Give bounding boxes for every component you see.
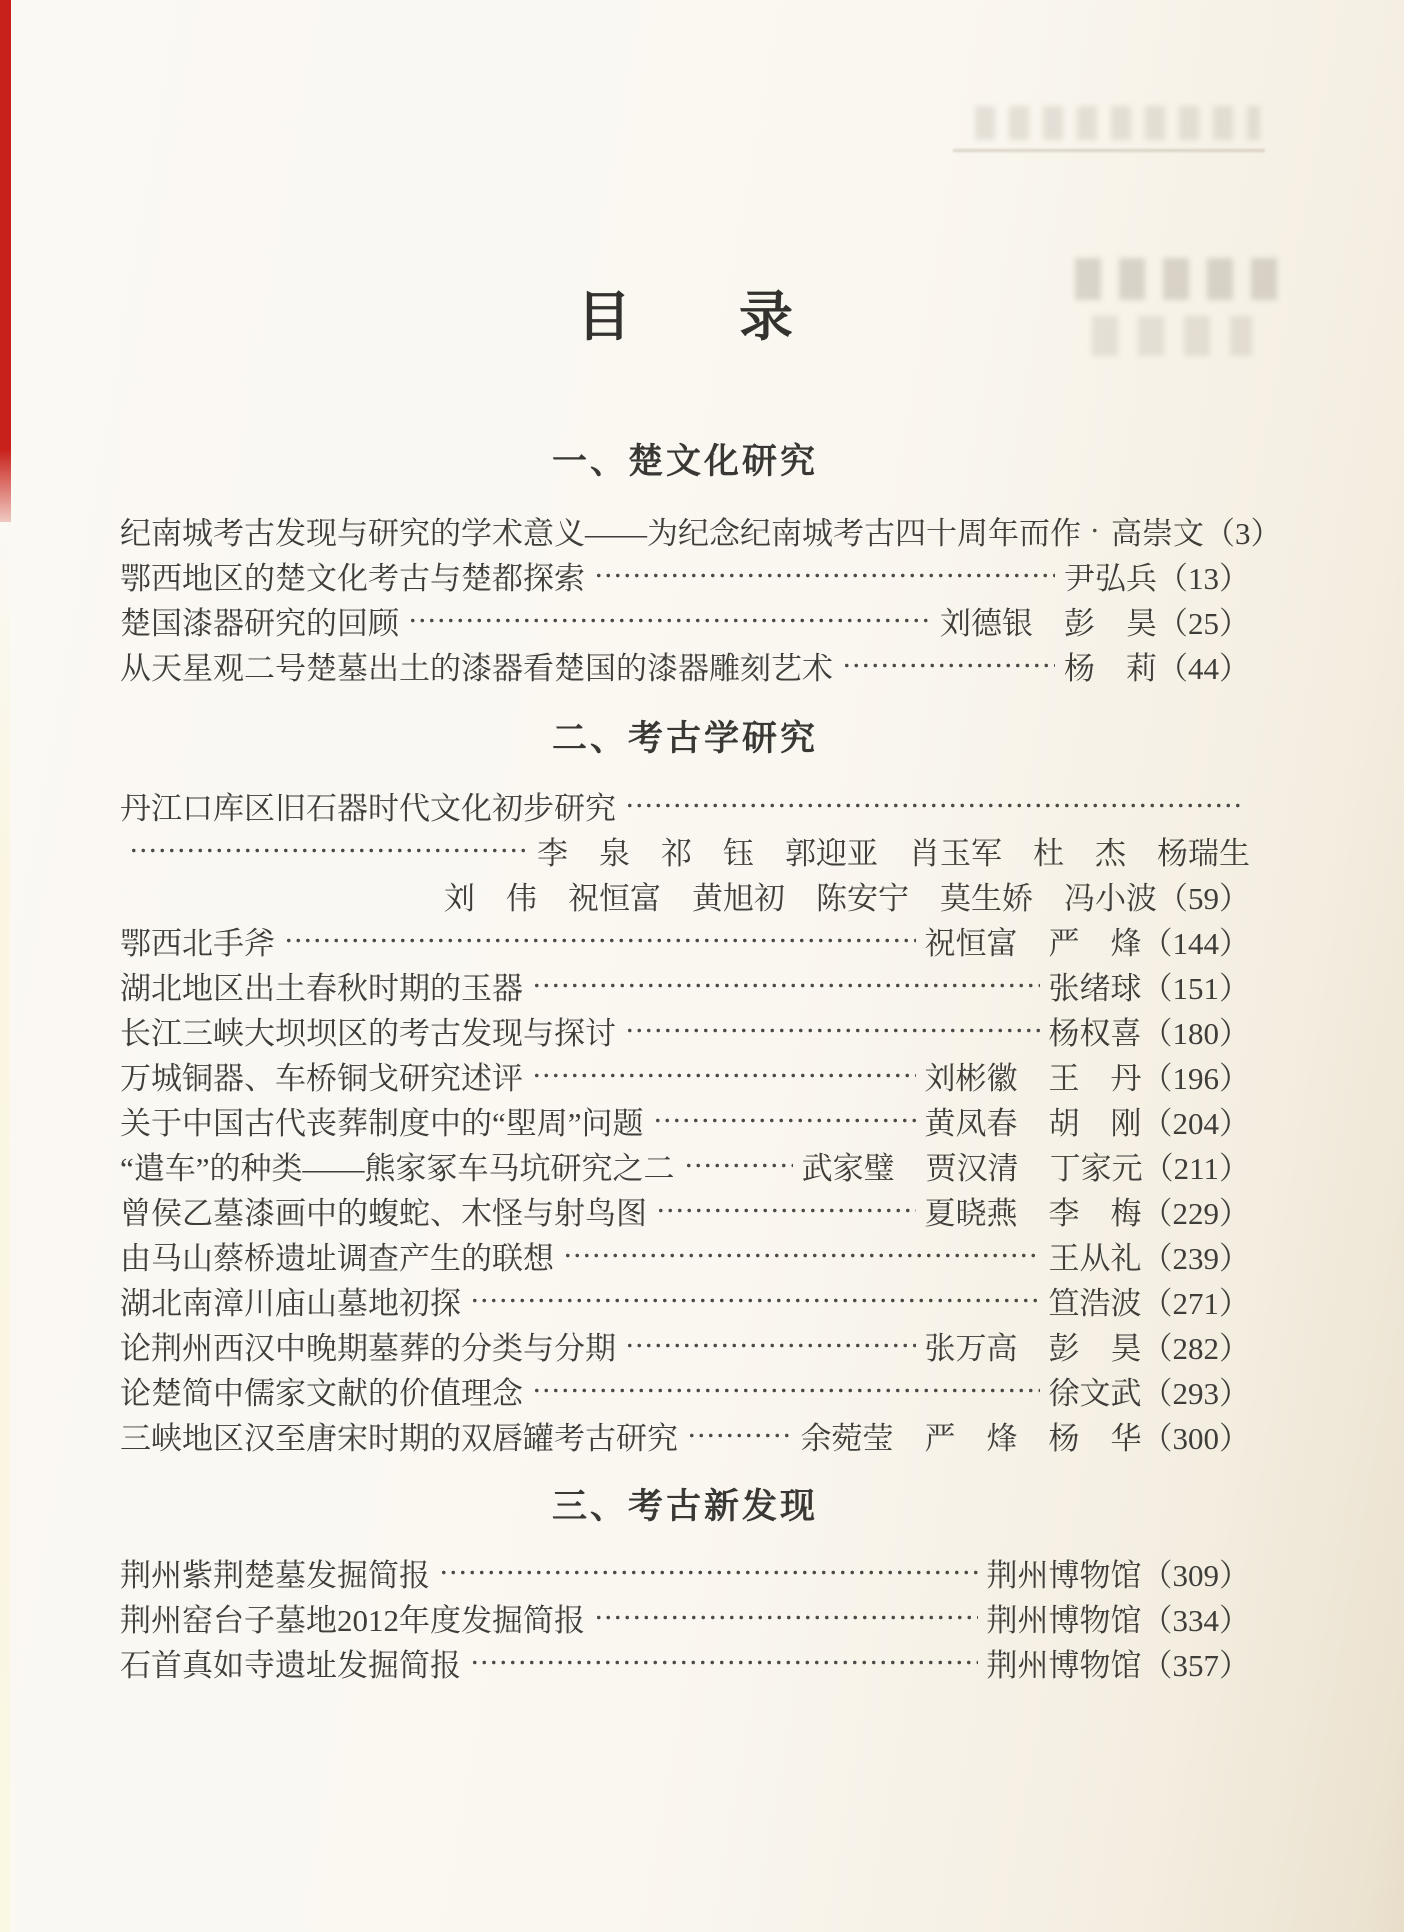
toc-entry-line bbox=[120, 918, 1250, 963]
toc-entry-line bbox=[120, 553, 1250, 598]
entry-authors-page: 张万高 彭 昊（282） bbox=[924, 1331, 1250, 1367]
entry-title: 荆州紫荆楚墓发掘简报 bbox=[120, 1558, 430, 1594]
dot-leader bbox=[592, 553, 1055, 598]
document-title: 目 录 bbox=[577, 287, 793, 347]
entry-title: 楚国漆器研究的回顾 bbox=[120, 606, 399, 642]
entry-authors-page: 荆州博物馆（334） bbox=[986, 1603, 1250, 1639]
toc-entry-line bbox=[120, 828, 1250, 873]
entry-authors-page: 刘 伟 祝恒富 黄旭初 陈安宁 莫生娇 冯小波（59） bbox=[444, 881, 1250, 917]
dot-leader bbox=[682, 1143, 793, 1188]
toc-entry-line bbox=[120, 1640, 1250, 1685]
entry-title: 曾侯乙墓漆画中的蝮蛇、木怪与射鸟图 bbox=[120, 1196, 647, 1232]
entry-title: 湖北南漳川庙山墓地初探 bbox=[120, 1286, 461, 1322]
entry-title: 万城铜器、车桥铜戈研究述评 bbox=[120, 1061, 523, 1097]
toc-entry-line bbox=[120, 1233, 1250, 1278]
entry-authors-page: 高崇文（3） bbox=[1111, 516, 1282, 552]
dot-leader bbox=[651, 1098, 916, 1143]
toc-entry-line bbox=[120, 508, 1282, 553]
section-header: 三、考古新发现 bbox=[551, 1487, 818, 1527]
toc-entry-line bbox=[120, 963, 1250, 1008]
dot-leader bbox=[127, 828, 528, 873]
entry-authors-page: 杨权喜（180） bbox=[1048, 1016, 1250, 1052]
entry-authors-page: 尹弘兵（13） bbox=[1064, 561, 1250, 597]
entry-list bbox=[120, 1550, 1250, 1685]
toc-entry-line bbox=[120, 1550, 1250, 1595]
toc-entry-line bbox=[120, 1278, 1250, 1323]
entry-authors-page: 夏晓燕 李 梅（229） bbox=[924, 1196, 1250, 1232]
toc-entry-line bbox=[120, 1143, 1250, 1188]
section-header: 二、考古学研究 bbox=[551, 719, 818, 759]
toc-entry-line bbox=[120, 783, 1250, 828]
entry-authors-page: 杨 莉（44） bbox=[1064, 651, 1250, 687]
entry-authors-page: 余菀莹 严 烽 杨 华（300） bbox=[800, 1421, 1250, 1457]
dot-leader bbox=[592, 1595, 978, 1640]
dot-leader bbox=[282, 918, 916, 963]
toc-entry-line bbox=[120, 1413, 1250, 1458]
entry-authors-page: 荆州博物馆（357） bbox=[986, 1648, 1250, 1684]
entry-authors-page: 祝恒富 严 烽（144） bbox=[924, 926, 1250, 962]
entry-title: 鄂西北手斧 bbox=[120, 926, 275, 962]
dot-leader bbox=[468, 1640, 978, 1685]
section-header: 一、楚文化研究 bbox=[551, 442, 818, 482]
toc-entry-line bbox=[120, 1323, 1250, 1368]
dot-leader bbox=[437, 1550, 978, 1595]
toc-section bbox=[120, 441, 1282, 688]
book-cover-edge bbox=[0, 0, 11, 522]
entry-authors-page: 刘彬徽 王 丹（196） bbox=[924, 1061, 1250, 1097]
entry-authors-page: 刘德银 彭 昊（25） bbox=[940, 606, 1250, 642]
toc-entry-line bbox=[120, 1595, 1250, 1640]
entry-title: 鄂西地区的楚文化考古与楚都探索 bbox=[120, 561, 585, 597]
entry-title: 丹江口库区旧石器时代文化初步研究 bbox=[120, 791, 616, 827]
dot-leader bbox=[685, 1413, 792, 1458]
toc-sections bbox=[120, 441, 1282, 1685]
toc-section bbox=[120, 1486, 1250, 1685]
dot-leader bbox=[530, 1368, 1040, 1413]
entry-title: 荆州窑台子墓地2012年度发掘简报 bbox=[120, 1603, 585, 1639]
entry-authors-page: 笪浩波（271） bbox=[1048, 1286, 1250, 1322]
toc-entry-line bbox=[120, 1098, 1250, 1143]
toc-entry-line bbox=[120, 598, 1250, 643]
entry-list bbox=[120, 508, 1282, 688]
dot-leader bbox=[654, 1188, 916, 1233]
entry-authors-page: 武家璧 贾汉清 丁家元（211） bbox=[801, 1151, 1250, 1187]
entry-title: 石首真如寺遗址发掘简报 bbox=[120, 1648, 461, 1684]
entry-title: 三峡地区汉至唐宋时期的双唇罐考古研究 bbox=[120, 1421, 678, 1457]
entry-authors-page: 张绪球（151） bbox=[1048, 971, 1250, 1007]
dot-leader bbox=[840, 643, 1055, 688]
dot-leader bbox=[406, 598, 931, 643]
entry-authors-page: 荆州博物馆（309） bbox=[986, 1558, 1250, 1594]
dot-leader bbox=[468, 1278, 1040, 1323]
entry-title: 论荆州西汉中晚期墓葬的分类与分期 bbox=[120, 1331, 616, 1367]
entry-authors-page: 黄凤春 胡 刚（204） bbox=[924, 1106, 1250, 1142]
dot-leader bbox=[530, 963, 1040, 1008]
dot-leader bbox=[623, 1008, 1040, 1053]
toc-entry-line bbox=[120, 1188, 1250, 1233]
entry-title: 从天星观二号楚墓出土的漆器看楚国的漆器雕刻艺术 bbox=[120, 651, 833, 687]
entry-title: 纪南城考古发现与研究的学术意义——为纪念纪南城考古四十周年而作 bbox=[120, 516, 1081, 552]
toc-entry-line bbox=[120, 1008, 1250, 1053]
entry-title: 关于中国古代丧葬制度中的“堲周”问题 bbox=[120, 1106, 644, 1142]
entry-title: 湖北地区出土春秋时期的玉器 bbox=[120, 971, 523, 1007]
toc-entry-line bbox=[120, 643, 1250, 688]
toc-content bbox=[120, 0, 1282, 1685]
dot-leader bbox=[1088, 508, 1102, 553]
entry-title: 长江三峡大坝坝区的考古发现与探讨 bbox=[120, 1016, 616, 1052]
dot-leader bbox=[561, 1233, 1040, 1278]
entry-list bbox=[120, 783, 1250, 1458]
entry-title: “遣车”的种类——熊家冢车马坑研究之二 bbox=[120, 1151, 675, 1187]
page-left-edge-shading bbox=[0, 522, 10, 1932]
toc-section bbox=[120, 718, 1250, 1458]
entry-authors-page: 李 泉 祁 钰 郭迎亚 肖玉军 杜 杰 杨瑞生 bbox=[537, 836, 1250, 872]
dot-leader bbox=[530, 1053, 916, 1098]
entry-authors-page: 徐文武（293） bbox=[1048, 1376, 1250, 1412]
entry-title: 由马山蔡桥遗址调查产生的联想 bbox=[120, 1241, 554, 1277]
entry-authors-page: 王从礼（239） bbox=[1048, 1241, 1250, 1277]
dot-leader bbox=[623, 783, 1241, 828]
dot-leader bbox=[623, 1323, 916, 1368]
toc-entry-line bbox=[120, 873, 1250, 918]
entry-title: 论楚简中儒家文献的价值理念 bbox=[120, 1376, 523, 1412]
toc-entry-line bbox=[120, 1368, 1250, 1413]
toc-entry-line bbox=[120, 1053, 1250, 1098]
